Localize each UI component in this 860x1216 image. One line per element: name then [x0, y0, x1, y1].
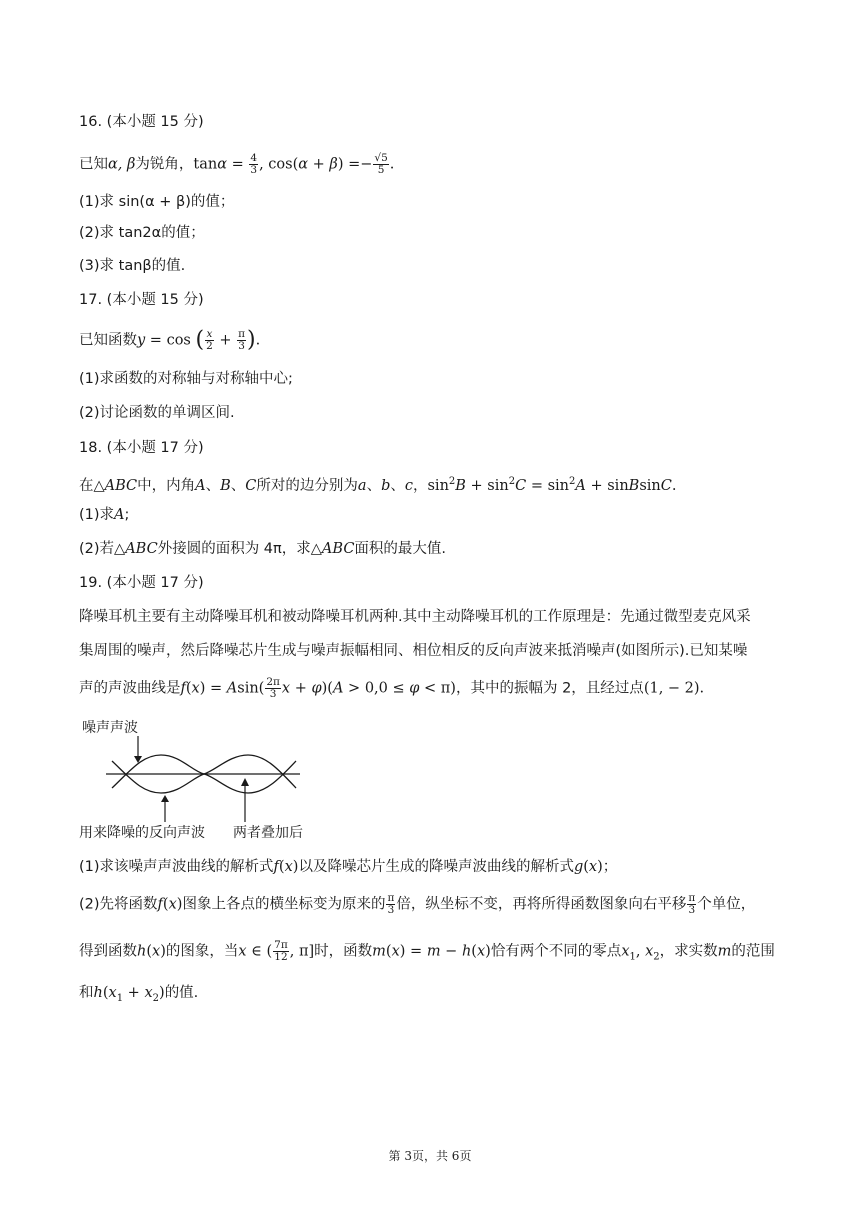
q17-part2: (2)讨论函数的单调区间.	[79, 405, 235, 421]
q16-given: 已知α, β为锐角，tanα = $\frac{4}{3}$ , cos(α + β) =− $\frac{√5}{5}$ .	[79, 152, 395, 176]
q19-line3: 声的声波曲线是f(x) = Asin( $\frac{2\pi}{3}$ x + φ)(A > 0,0 ≤ φ < π)，其中的振幅为 2，且经过点(1, − 2).	[79, 676, 705, 700]
figure-label-superposition: 两者叠加后	[233, 825, 303, 841]
q19-line2: 集周围的噪声，然后降噪芯片生成与噪声振幅相同、相位相反的反向声波来抵消噪声(如图所示).已知某噪	[79, 643, 748, 659]
q19-part1: (1)求该噪声声波曲线的解析式f(x)以及降噪芯片生成的降噪声波曲线的解析式g(x)；	[79, 859, 618, 875]
q19-part2-line3: 和$h(x_1 + x_2)$的值.	[79, 985, 199, 1004]
q16-part2: (2)求 tan2α的值；	[79, 225, 205, 241]
figure-label-anti-noise-wave: 用来降噪的反向声波	[79, 825, 205, 841]
q16-part3: (3)求 tanβ的值.	[79, 258, 186, 274]
q16-heading: 16. (本小题 15 分)	[79, 114, 204, 130]
q19-part2-line2: 得到函数h(x)的图象，当x ∈ ( $\frac{7\pi}{12}$ , π]时，函数m(x) = m − h(x)恰有两个不同的零点$x_1$, $x_2$，求实数m的范围	[79, 939, 775, 963]
q17-given: 已知函数y = cos ( $\frac{x}{2}$ + $\frac{\pi}{3}$ ).	[79, 327, 261, 353]
q18-heading: 18. (本小题 17 分)	[79, 440, 204, 456]
page-footer: 第 3页，共 6页	[388, 1149, 472, 1163]
q18-part1: (1)求A;	[79, 507, 130, 523]
q18-part2: (2)若△ABC外接圆的面积为 4π，求△ABC面积的最大值.	[79, 541, 447, 557]
q17-heading: 17. (本小题 15 分)	[79, 292, 204, 308]
q19-part2: (2)先将函数f(x)图象上各点的横坐标变为原来的 $\frac{\pi}{3}$ 倍，纵坐标不变，再将所得函数图象向右平移 $\frac{\pi}{3}$ 个单位，	[79, 892, 756, 916]
q19-line1: 降噪耳机主要有主动降噪耳机和被动降噪耳机两种.其中主动降噪耳机的工作原理是：先通过微型麦克风采	[79, 609, 751, 625]
q16-part1: (1)求 sin(α + β)的值；	[79, 194, 235, 210]
q19-heading: 19. (本小题 17 分)	[79, 575, 204, 591]
wave-figure	[100, 736, 310, 828]
q17-part1: (1)求函数的对称轴与对称轴中心;	[79, 371, 293, 387]
figure-label-noise-wave: 噪声声波	[82, 720, 138, 736]
q18-given: 在△ABC中，内角A、B、C所对的边分别为a、b、c，$\sin^2B + \sin^2C = \sin^2A$ + sinBsinC.	[79, 476, 677, 494]
